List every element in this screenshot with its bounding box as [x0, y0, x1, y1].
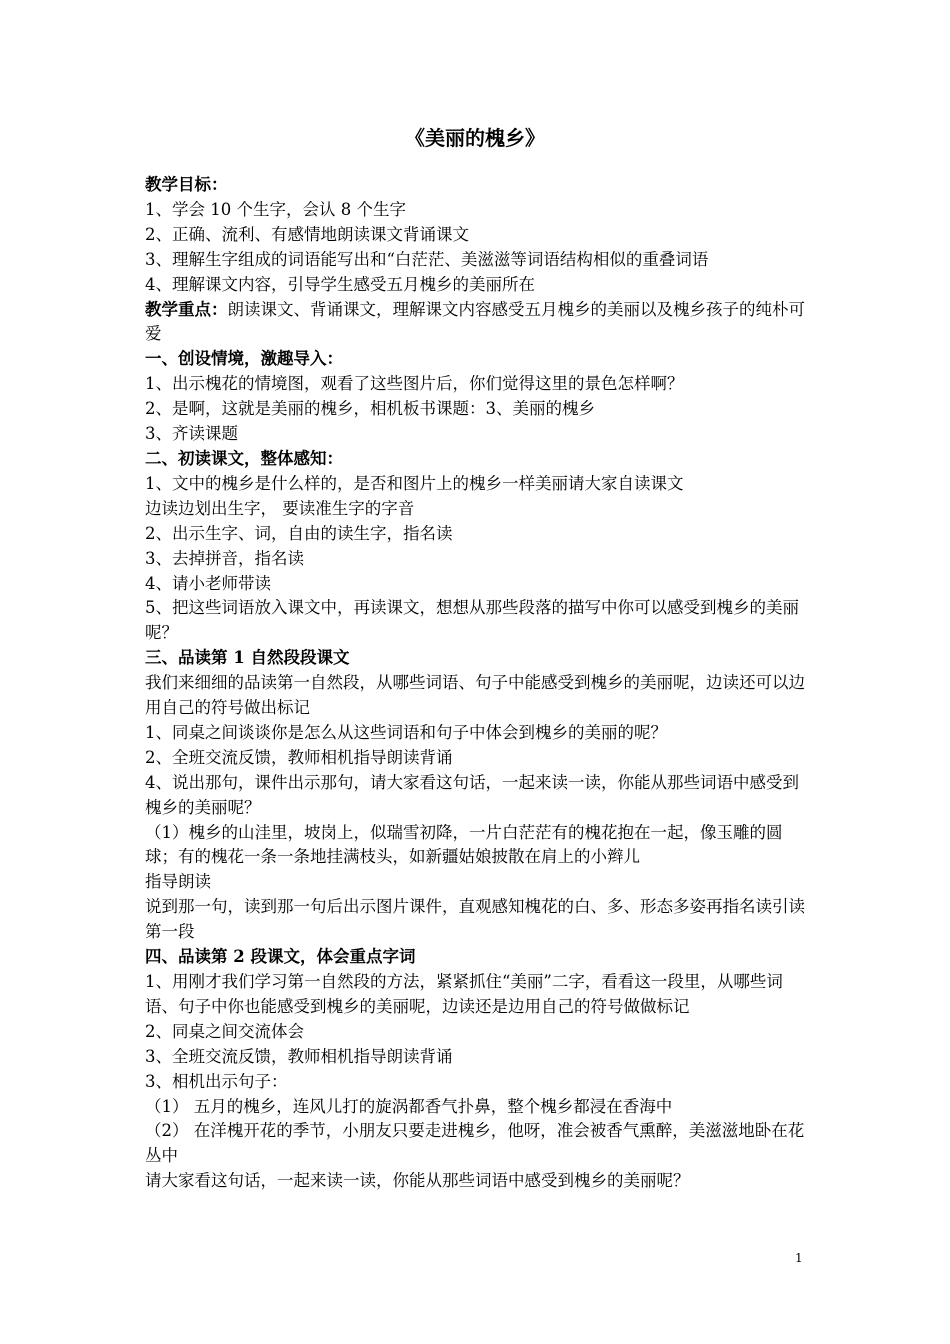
section3-item: 1、同桌之间谈谈你是怎么从这些词语和句子中体会到槐乡的美丽的呢？: [145, 722, 667, 742]
section4-item: （1） 五月的槐乡，连风儿打的旋涡都香气扑鼻，整个槐乡都浸在香海中: [145, 1096, 673, 1116]
section3-intro: 我们来细细的品读第一自然段，从哪些词语、句子中能感受到槐乡的美丽呢，边读还可以边用自己的符号做出标记: [145, 673, 805, 718]
section3-quote: （1）槐乡的山洼里，坡岗上，似瑞雪初降，一片白茫茫有的槐花抱在一起，像玉雕的圆球；有的槐花一条一条地挂满枝头，如新疆姑娘披散在肩上的小辫儿: [145, 822, 783, 867]
section4-item: 2、同桌之间交流体会: [145, 1021, 304, 1041]
section1-item: 1、出示槐花的情境图，观看了这些图片后，你们觉得这里的景色怎样啊？: [145, 374, 684, 394]
section2-item: 1、文中的槐乡是什么样的，是否和图片上的槐乡一样美丽请大家自读课文: [145, 473, 684, 493]
goal-item: 2、正确、流利、有感情地朗读课文背诵课文: [145, 224, 469, 244]
section4-item1: 1、用刚才我们学习第一自然段的方法，紧紧抓住“美丽”二字，看看这一段里，从哪些词语、句子中你也能感受到槐乡的美丽呢，边读还是边用自己的符号做做标记: [145, 972, 783, 1016]
key-points: [145, 298, 815, 348]
goal-item: 4、理解课文内容，引导学生感受五月槐乡的美丽所在: [145, 274, 535, 294]
section2-item: 4、请小老师带读: [145, 573, 271, 593]
section4-quote2: （2） 在洋槐开花的季节，小朋友只要走进槐乡，他呀，准会被香气熏醉，美滋滋地卧在花丛中: [145, 1121, 805, 1166]
page-title: 《美丽的槐乡》: [405, 126, 545, 150]
section2-item: 2、出示生字、词，自由的读生字，指名读: [145, 523, 453, 543]
page-number: 1: [795, 1251, 803, 1265]
section2-item: 3、去掉拼音，指名读: [145, 548, 304, 568]
section1-heading: 一、创设情境，激趣导入：: [145, 349, 343, 369]
section2-item: 5、把这些词语放入课文中，再读课文，想想从那些段落的描写中你可以感受到槐乡的美丽呢？: [145, 598, 799, 643]
section3-heading: 三、品读第 1 自然段段课文: [145, 648, 350, 668]
section4-heading: 四、品读第 2 段课文，体会重点字词: [145, 947, 416, 967]
key-points-text: 朗读课文、背诵课文，理解课文内容感受五月槐乡的美丽以及槐乡孩子的纯朴可爱: [145, 299, 805, 344]
section2-heading: 二、初读课文，整体感知：: [145, 448, 343, 468]
section3-item: 2、全班交流反馈，教师相机指导朗读背诵: [145, 747, 453, 767]
section1-item: 3、齐读课题: [145, 424, 238, 444]
section3-guide: 指导朗读: [145, 872, 211, 892]
document-body: [145, 173, 815, 1194]
goal-item: 3、理解生字组成的词语能写出和“白茫茫、美滋滋等词语结构相似的重叠词语: [145, 249, 709, 269]
goals-heading: 教学目标：: [145, 175, 228, 194]
section1-item: 2、是啊，这就是美丽的槐乡，相机板书课题：3、美丽的槐乡: [145, 399, 595, 419]
goal-item: 1、学会 10 个生字，会认 8 个生字: [145, 199, 406, 219]
key-points-label: 教学重点：: [145, 299, 228, 319]
section4-closing: 请大家看这句话，一起来读一读，你能从那些词语中感受到槐乡的美丽呢？: [145, 1171, 690, 1191]
section3-item4: 4、说出那句，课件出示那句，请大家看这句话，一起来读一读，你能从那些词语中感受到槐乡的美丽呢？: [145, 772, 799, 817]
section2-item: 边读边划出生字， 要读准生字的字音: [145, 498, 415, 518]
section4-item: 3、全班交流反馈，教师相机指导朗读背诵: [145, 1046, 453, 1066]
section4-item: 3、相机出示句子：: [145, 1071, 288, 1091]
section3-closing: 说到那一句，读到那一句后出示图片课件，直观感知槐花的白、多、形态多姿再指名读引读第一段: [145, 897, 805, 942]
